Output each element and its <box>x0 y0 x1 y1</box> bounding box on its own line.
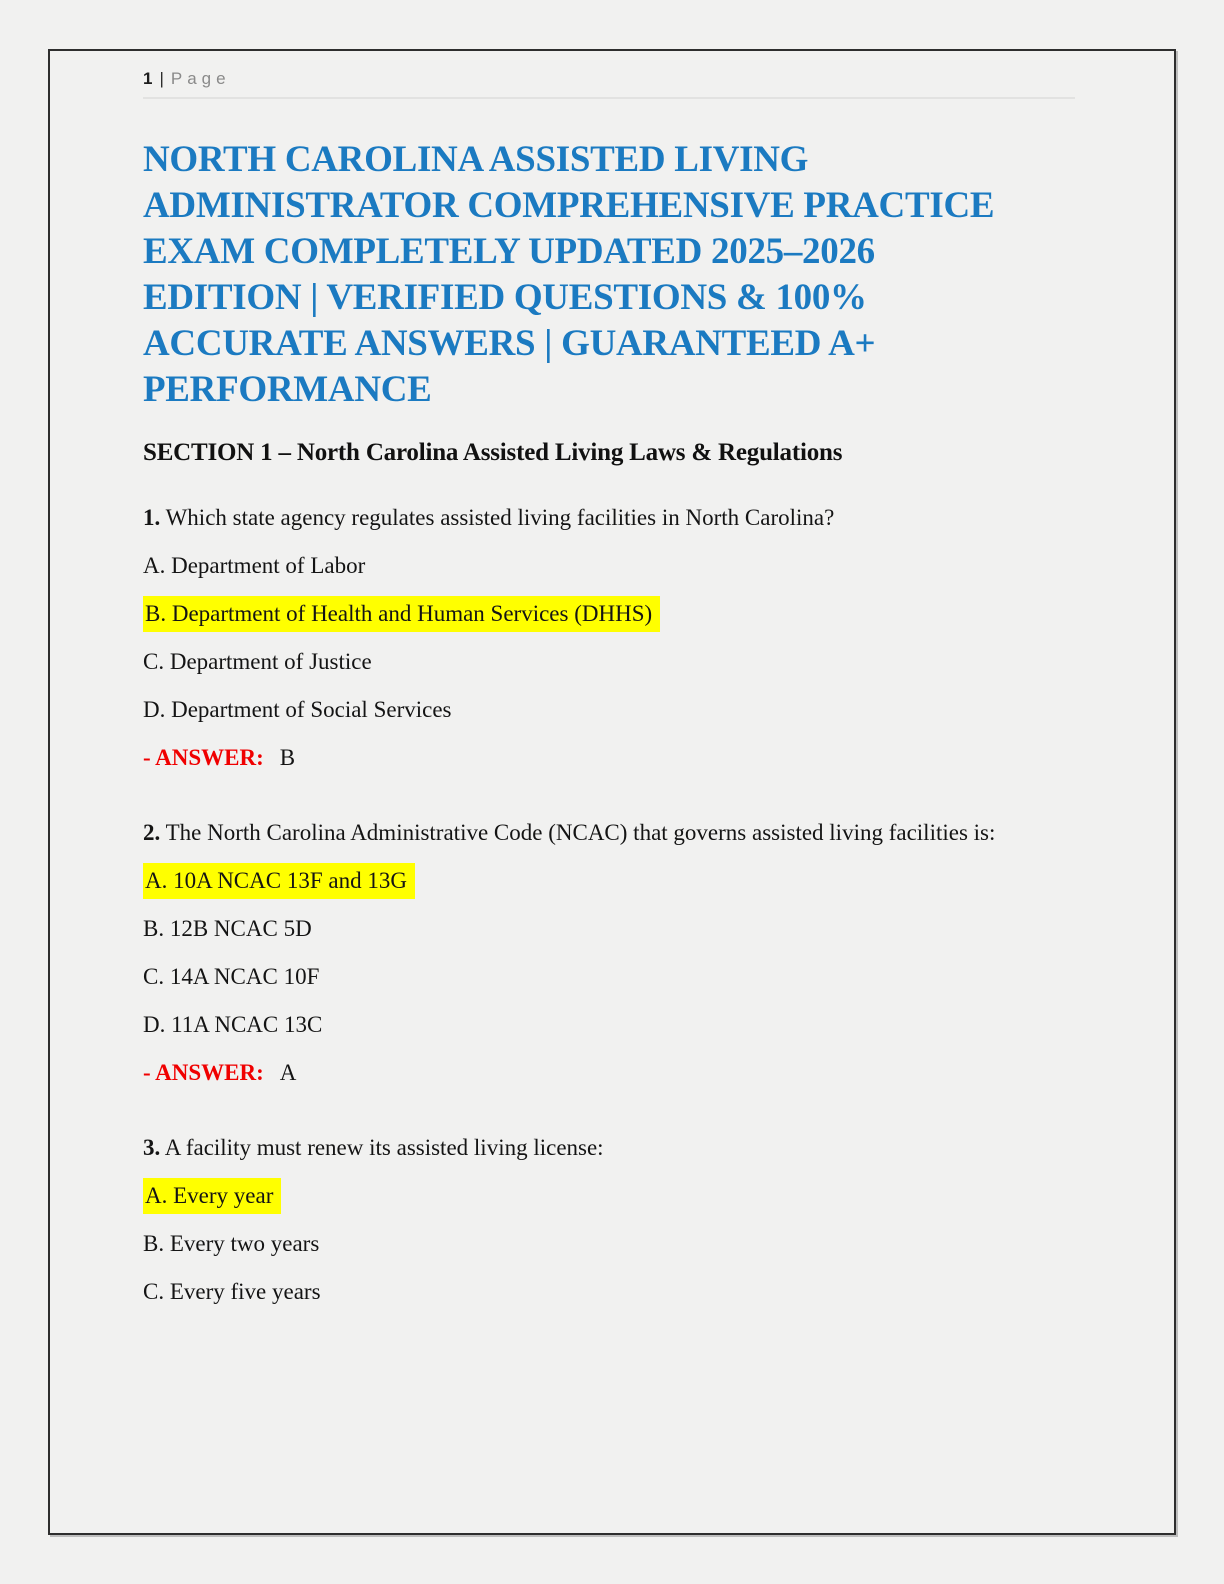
page-header <box>143 66 1075 89</box>
option-text: C. Department of Justice <box>143 649 372 674</box>
question-1 <box>143 494 1075 782</box>
option <box>143 953 1075 1001</box>
answer-line <box>143 734 1075 782</box>
option <box>143 905 1075 953</box>
document-title <box>143 137 1075 413</box>
answer-value: B <box>279 745 296 770</box>
header-rule <box>143 97 1075 99</box>
option <box>143 1172 1075 1220</box>
page-word: Page <box>170 69 231 88</box>
option-text-highlighted: A. 10A NCAC 13F and 13G <box>143 863 415 899</box>
section-heading: SECTION 1 – North Carolina Assisted Living Laws & Regulations <box>143 439 843 466</box>
option-text: C. Every five years <box>143 1279 321 1304</box>
option <box>143 686 1075 734</box>
option <box>143 1220 1075 1268</box>
option <box>143 857 1075 905</box>
question-number: 3. <box>143 1135 161 1160</box>
question-3 <box>143 1124 1075 1316</box>
page-frame <box>48 49 1176 1535</box>
option-text: D. 11A NCAC 13C <box>143 1012 323 1037</box>
option <box>143 638 1075 686</box>
option <box>143 1268 1075 1316</box>
page-number: 1 <box>143 69 154 88</box>
question-line <box>143 1124 1075 1172</box>
answer-prefix-label: - ANSWER: <box>143 745 264 770</box>
title-line: ACCURATE ANSWERS | GUARANTEED A+ <box>143 323 876 364</box>
option-text-highlighted: A. Every year <box>143 1178 281 1214</box>
question-text: The North Carolina Administrative Code (NCAC) that governs assisted living facilities is: <box>165 820 996 845</box>
option-text: B. 12B NCAC 5D <box>143 916 312 941</box>
header-separator: | <box>159 69 165 88</box>
answer-line <box>143 1049 1075 1097</box>
question-line <box>143 809 1075 857</box>
option-text-highlighted: B. Department of Health and Human Services (DHHS) <box>143 596 660 632</box>
answer-value: A <box>279 1060 297 1085</box>
question-number: 1. <box>143 505 161 530</box>
option <box>143 590 1075 638</box>
question-line <box>143 494 1075 542</box>
question-text: Which state agency regulates assisted living facilities in North Carolina? <box>165 505 835 530</box>
option-text: D. Department of Social Services <box>143 697 452 722</box>
option-text: A. Department of Labor <box>143 553 366 578</box>
title-line: NORTH CAROLINA ASSISTED LIVING <box>143 139 809 180</box>
question-2 <box>143 809 1075 1097</box>
option-text: B. Every two years <box>143 1231 320 1256</box>
title-line: EDITION | VERIFIED QUESTIONS & 100% <box>143 277 867 318</box>
title-line: EXAM COMPLETELY UPDATED 2025–2026 <box>143 231 875 272</box>
option-text: C. 14A NCAC 10F <box>143 964 320 989</box>
question-number: 2. <box>143 820 161 845</box>
option <box>143 1001 1075 1049</box>
title-line: PERFORMANCE <box>143 369 432 410</box>
title-line: ADMINISTRATOR COMPREHENSIVE PRACTICE <box>143 185 995 226</box>
option <box>143 542 1075 590</box>
answer-prefix-label: - ANSWER: <box>143 1060 264 1085</box>
question-text: A facility must renew its assisted living license: <box>164 1135 604 1160</box>
